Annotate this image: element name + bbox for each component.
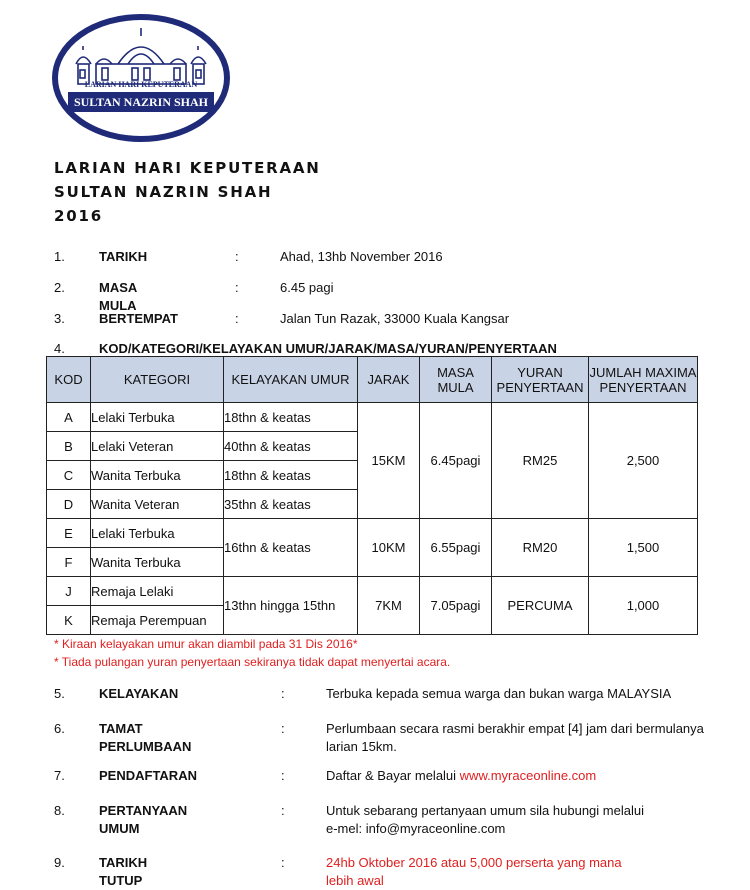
cell-kod: C (47, 461, 91, 490)
cell-kategori: Remaja Perempuan (91, 606, 224, 635)
header-kelayakan-umur: KELAYAKAN UMUR (224, 357, 358, 403)
cell-masa: 6.45pagi (420, 403, 492, 519)
cell-jumlah: 2,500 (589, 403, 698, 519)
cell-yuran: PERCUMA (492, 577, 589, 635)
note-refund: * Tiada pulangan yuran penyertaan sekiranya tidak dapat menyertai acara. (54, 655, 451, 669)
header-kod: KOD (47, 357, 91, 403)
title-line3: 2016 (54, 207, 103, 225)
event-logo (52, 14, 230, 142)
cell-umur: 13thn hingga 15thn (224, 577, 358, 635)
cell-umur: 18thn & keatas (224, 403, 358, 432)
cell-yuran: RM25 (492, 403, 589, 519)
cell-umur: 35thn & keatas (224, 490, 358, 519)
cell-masa: 7.05pagi (420, 577, 492, 635)
cell-kod: J (47, 577, 91, 606)
cell-jarak: 10KM (358, 519, 420, 577)
cell-umur: 16thn & keatas (224, 519, 358, 577)
cell-kategori: Lelaki Terbuka (91, 519, 224, 548)
cell-umur: 40thn & keatas (224, 432, 358, 461)
cell-kategori: Wanita Terbuka (91, 461, 224, 490)
cell-kod: E (47, 519, 91, 548)
contact-email[interactable]: e-mel: info@myraceonline.com (326, 821, 506, 836)
cell-kod: K (47, 606, 91, 635)
header-yuran: YURAN PENYERTAAN (492, 357, 589, 403)
header-jarak: JARAK (358, 357, 420, 403)
cell-kategori: Lelaki Terbuka (91, 403, 224, 432)
cell-jarak: 7KM (358, 577, 420, 635)
cell-jumlah: 1,500 (589, 519, 698, 577)
table-row (47, 519, 698, 548)
cell-jarak: 15KM (358, 403, 420, 519)
note-age: * Kiraan kelayakan umur akan diambil pada 31 Dis 2016* (54, 637, 358, 651)
cell-kod: A (47, 403, 91, 432)
cell-kategori: Wanita Terbuka (91, 548, 224, 577)
cell-kategori: Remaja Lelaki (91, 577, 224, 606)
registration-link[interactable]: www.myraceonline.com (459, 768, 597, 783)
table-row (47, 577, 698, 606)
title-line1: LARIAN HARI KEPUTERAAN (54, 159, 321, 177)
header-masa-mula: MASA MULA (420, 357, 492, 403)
cell-yuran: RM20 (492, 519, 589, 577)
cell-umur: 18thn & keatas (224, 461, 358, 490)
cell-kategori: Lelaki Veteran (91, 432, 224, 461)
header-jumlah: JUMLAH MAXIMA PENYERTAAN (589, 357, 698, 403)
category-table (46, 356, 698, 635)
logo-line2: SULTAN NAZRIN SHAH (73, 95, 209, 109)
logo-line1: LARIAN HARI KEPUTERAAN (84, 80, 198, 89)
table-header-row (47, 357, 698, 403)
table-row (47, 403, 698, 432)
cell-kategori: Wanita Veteran (91, 490, 224, 519)
cell-masa: 6.55pagi (420, 519, 492, 577)
cell-kod: F (47, 548, 91, 577)
cell-kod: B (47, 432, 91, 461)
cell-kod: D (47, 490, 91, 519)
cell-jumlah: 1,000 (589, 577, 698, 635)
title-line2: SULTAN NAZRIN SHAH (54, 183, 273, 201)
header-kategori: KATEGORI (91, 357, 224, 403)
document-title (54, 156, 321, 228)
